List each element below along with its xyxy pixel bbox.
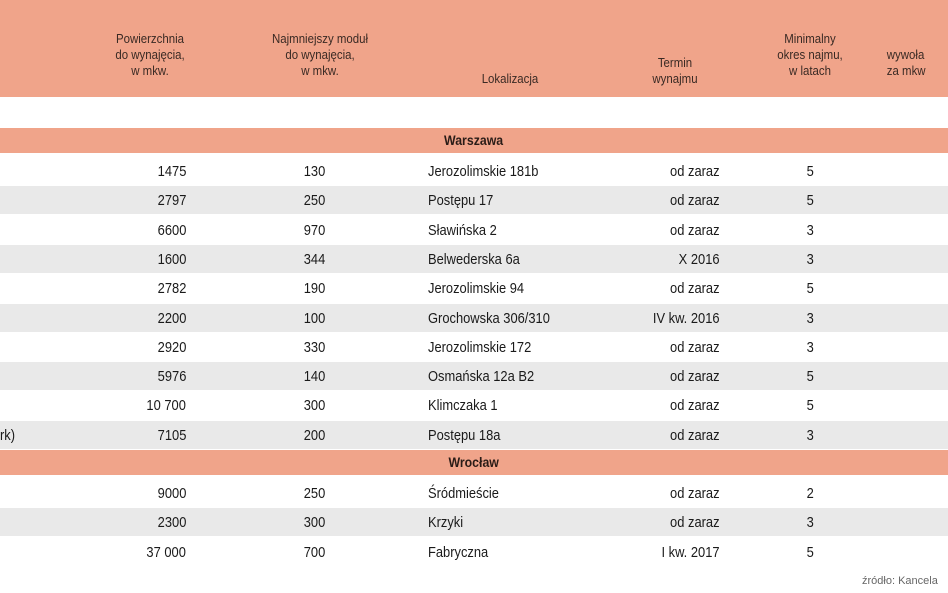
table-row <box>0 245 948 274</box>
cell-area <box>100 508 186 537</box>
cell-module-text: 100 <box>304 310 326 327</box>
cell-location <box>428 274 628 303</box>
cell-min-period <box>760 216 860 245</box>
cell-term <box>608 157 720 186</box>
cell-term <box>608 421 720 450</box>
cell-term-text: od zaraz <box>670 397 720 414</box>
cell-module <box>260 304 370 333</box>
cell-name <box>0 157 40 186</box>
cell-area <box>100 421 186 450</box>
cell-area <box>100 479 186 508</box>
cell-min-period-text: 3 <box>806 339 814 356</box>
cell-location <box>428 508 628 537</box>
cell-location <box>428 391 628 420</box>
cell-name <box>0 479 40 508</box>
cell-area <box>100 304 186 333</box>
cell-min-period <box>760 479 860 508</box>
cell-area-text: 2797 <box>157 192 186 209</box>
cell-module <box>260 274 370 303</box>
cell-location <box>428 216 628 245</box>
cell-term-text: I kw. 2017 <box>661 544 720 561</box>
header-min-period: Minimalny okres najmu, w latach <box>777 31 843 78</box>
cell-area <box>100 157 186 186</box>
cell-module-text: 970 <box>304 222 326 239</box>
cell-min-period <box>760 333 860 362</box>
cell-min-period <box>760 304 860 333</box>
cell-area-text: 7105 <box>157 427 186 444</box>
cell-min-period-text: 3 <box>806 427 814 444</box>
cell-name <box>0 508 40 537</box>
cell-name-text: rk) <box>0 427 16 444</box>
cell-min-period <box>760 274 860 303</box>
cell-location <box>428 333 628 362</box>
cell-location <box>428 245 628 274</box>
cell-location <box>428 362 628 391</box>
cell-module <box>260 333 370 362</box>
cell-min-period-text: 3 <box>806 310 814 327</box>
cell-min-period-text: 5 <box>806 368 814 385</box>
header-location: Lokalizacja <box>481 71 539 86</box>
cell-module-text: 700 <box>304 544 326 561</box>
cell-module <box>260 421 370 450</box>
cell-module <box>260 479 370 508</box>
cell-module-text: 140 <box>304 368 326 385</box>
cell-term <box>608 216 720 245</box>
table-row <box>0 216 948 245</box>
table-row <box>0 479 948 508</box>
cell-location-text: Jerozolimskie 94 <box>428 280 525 297</box>
cell-name <box>0 362 40 391</box>
section-header <box>0 128 948 153</box>
cell-module <box>260 157 370 186</box>
cell-location-text: Klimczaka 1 <box>428 397 498 414</box>
cell-module-text: 250 <box>304 485 326 502</box>
cell-min-period <box>760 157 860 186</box>
cell-term-text: od zaraz <box>670 339 720 356</box>
cell-area <box>100 538 186 567</box>
cell-area <box>100 362 186 391</box>
source-note: źródło: Kancela <box>862 575 938 587</box>
cell-area-text: 9000 <box>157 485 186 502</box>
cell-location-text: Krzyki <box>428 514 464 531</box>
table-row <box>0 333 948 362</box>
cell-term <box>608 362 720 391</box>
section-title: Wrocław <box>448 454 500 470</box>
cell-module-text: 200 <box>304 427 326 444</box>
cell-name <box>0 216 40 245</box>
cell-name <box>0 186 40 215</box>
cell-min-period <box>760 245 860 274</box>
cell-module <box>260 186 370 215</box>
cell-area <box>100 333 186 362</box>
table-row <box>0 362 948 391</box>
cell-min-period <box>760 508 860 537</box>
cell-module <box>260 245 370 274</box>
cell-name <box>0 421 40 450</box>
table-row <box>0 186 948 215</box>
cell-min-period <box>760 186 860 215</box>
cell-term <box>608 333 720 362</box>
cell-min-period-text: 5 <box>806 397 814 414</box>
cell-min-period <box>760 538 860 567</box>
cell-area-text: 2200 <box>157 310 186 327</box>
cell-location <box>428 186 628 215</box>
cell-location-text: Sławińska 2 <box>428 222 497 239</box>
cell-term <box>608 508 720 537</box>
cell-min-period-text: 3 <box>806 514 814 531</box>
cell-min-period <box>760 421 860 450</box>
table-row <box>0 538 948 567</box>
cell-location <box>428 157 628 186</box>
table-header <box>0 0 948 97</box>
cell-module <box>260 538 370 567</box>
cell-area-text: 5976 <box>157 368 186 385</box>
cell-term <box>608 391 720 420</box>
cell-module-text: 130 <box>304 163 326 180</box>
cell-module <box>260 216 370 245</box>
cell-module <box>260 391 370 420</box>
section-title: Warszawa <box>444 132 504 148</box>
cell-location <box>428 479 628 508</box>
header-area: Powierzchnia do wynajęcia, w mkw. <box>115 31 185 78</box>
cell-min-period-text: 3 <box>806 222 814 239</box>
cell-term-text: od zaraz <box>670 192 720 209</box>
cell-term-text: od zaraz <box>670 222 720 239</box>
cell-area-text: 37 000 <box>146 544 186 561</box>
cell-location <box>428 304 628 333</box>
cell-name <box>0 274 40 303</box>
table-row <box>0 157 948 186</box>
cell-area <box>100 216 186 245</box>
cell-name <box>0 304 40 333</box>
cell-name <box>0 333 40 362</box>
cell-module-text: 330 <box>304 339 326 356</box>
cell-term-text: od zaraz <box>670 485 720 502</box>
cell-term <box>608 304 720 333</box>
header-module: Najmniejszy moduł do wynajęcia, w mkw. <box>271 31 369 78</box>
cell-location-text: Grochowska 306/310 <box>428 310 550 327</box>
cell-area <box>100 274 186 303</box>
cell-location-text: Jerozolimskie 172 <box>428 339 532 356</box>
cell-module-text: 300 <box>304 397 326 414</box>
section-header <box>0 450 948 475</box>
cell-term-text: od zaraz <box>670 280 720 297</box>
table-row <box>0 421 948 450</box>
table-row <box>0 274 948 303</box>
cell-location-text: Śródmieście <box>428 485 499 502</box>
cell-area-text: 1600 <box>157 251 186 268</box>
cell-area <box>100 391 186 420</box>
cell-name <box>0 245 40 274</box>
cell-min-period-text: 5 <box>806 163 814 180</box>
cell-module-text: 190 <box>304 280 326 297</box>
cell-module-text: 344 <box>304 251 326 268</box>
cell-area <box>100 245 186 274</box>
cell-min-period-text: 5 <box>806 544 814 561</box>
cell-location-text: Jerozolimskie 181b <box>428 163 539 180</box>
cell-location <box>428 538 628 567</box>
cell-area-text: 2920 <box>157 339 186 356</box>
cell-location-text: Belwederska 6a <box>428 251 520 268</box>
cell-term <box>608 479 720 508</box>
cell-area-text: 10 700 <box>146 397 186 414</box>
header-term: Termin wynajmu <box>652 55 698 86</box>
cell-term-text: od zaraz <box>670 427 720 444</box>
cell-location-text: Fabryczna <box>428 544 489 561</box>
cell-module <box>260 508 370 537</box>
cell-term-text: od zaraz <box>670 368 720 385</box>
cell-area-text: 2782 <box>157 280 186 297</box>
cell-module-text: 250 <box>304 192 326 209</box>
cell-min-period-text: 3 <box>806 251 814 268</box>
cell-location-text: Postępu 18a <box>428 427 501 444</box>
cell-area-text: 2300 <box>157 514 186 531</box>
cell-min-period-text: 5 <box>806 280 814 297</box>
table-row <box>0 508 948 537</box>
cell-location-text: Osmańska 12a B2 <box>428 368 535 385</box>
cell-module-text: 300 <box>304 514 326 531</box>
cell-location-text: Postępu 17 <box>428 192 494 209</box>
cell-location <box>428 421 628 450</box>
cell-term <box>608 538 720 567</box>
cell-term-text: IV kw. 2016 <box>653 310 720 327</box>
cell-name <box>0 391 40 420</box>
cell-min-period <box>760 391 860 420</box>
cell-term <box>608 274 720 303</box>
table-row <box>0 391 948 420</box>
cell-area <box>100 186 186 215</box>
cell-min-period <box>760 362 860 391</box>
cell-term-text: od zaraz <box>670 163 720 180</box>
cell-term-text: od zaraz <box>670 514 720 531</box>
cell-min-period-text: 2 <box>806 485 814 502</box>
cell-module <box>260 362 370 391</box>
header-price: wywoła za mkw <box>886 47 926 78</box>
cell-min-period-text: 5 <box>806 192 814 209</box>
cell-area-text: 1475 <box>157 163 186 180</box>
table-row <box>0 304 948 333</box>
cell-term <box>608 245 720 274</box>
cell-name <box>0 538 40 567</box>
cell-term <box>608 186 720 215</box>
cell-term-text: X 2016 <box>679 251 720 268</box>
cell-area-text: 6600 <box>157 222 186 239</box>
